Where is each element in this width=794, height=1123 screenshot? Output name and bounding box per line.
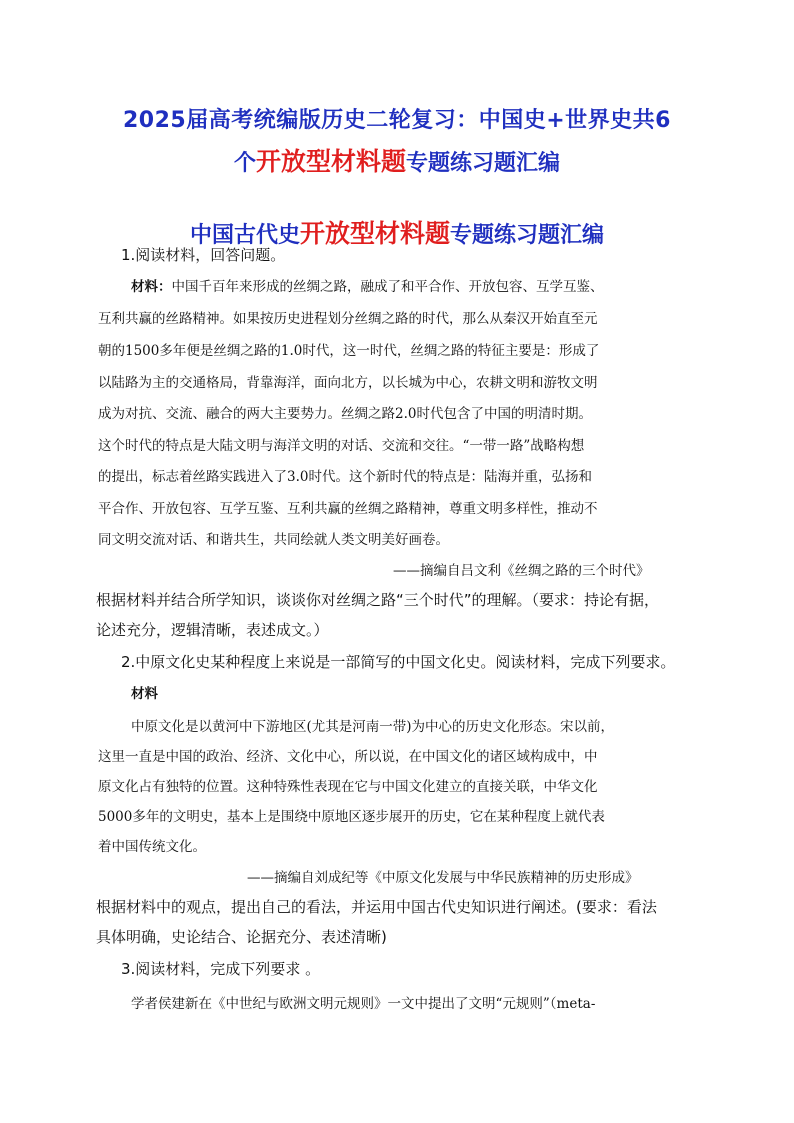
q1-material-line: 以陆路为主的交通格局，背靠海洋，面向北方，以长城为中心，农耕文明和游牧文明 — [98, 375, 598, 391]
q2-material-line: 这里一直是中国的政治、经济、文化中心，所以说，在中国文化的诸区域构成中，中 — [98, 749, 598, 765]
section-suffix: 专题练习题汇编 — [450, 223, 605, 248]
title-suffix: 专题练习题汇编 — [406, 151, 561, 176]
q1-material-line: 互利共赢的丝路精神。如果按历史进程划分丝绸之路的时代，那么从秦汉开始直至元 — [98, 311, 598, 327]
q1-material-line: 平合作、开放包容、互学互鉴、互利共赢的丝绸之路精神，尊重文明多样性，推动不 — [98, 501, 598, 517]
q2-material-label: 材料 — [131, 686, 158, 702]
q1-material-text: 中国千百年来形成的丝绸之路，融成了和平合作、开放包容、互学互鉴、 — [171, 279, 604, 295]
q2-intro: 2.中原文化史某种程度上来说是一部简写的中国文化史。阅读材料，完成下列要求。 — [121, 653, 676, 671]
q2-task: 根据材料中的观点，提出自己的看法，并运用中国古代史知识进行阐述。(要求：看法 — [96, 898, 657, 916]
q1-material-line: 朝的1500多年便是丝绸之路的1.0时代，这一时代，丝绸之路的特征主要是：形成了 — [98, 343, 600, 359]
q1-intro: 1.阅读材料，回答问题。 — [121, 246, 286, 264]
q1-material-line: 成为对抗、交流、融合的两大主要势力。丝绸之路2.0时代包含了中国的明清时期。 — [98, 406, 592, 422]
q1-material-line: 同文明交流对话、和谐共生，共同绘就人类文明美好画卷。 — [98, 532, 449, 548]
doc-title-line2 — [0, 142, 794, 178]
q2-source: ——摘编自刘成纪等《中原文化发展与中华民族精神的历史形成》 — [247, 870, 639, 886]
q1-task: 论述充分，逻辑清晰，表述成文。） — [96, 621, 329, 639]
q3-material-line: 学者侯建新在《中世纪与欧洲文明元规则》一文中提出了文明“元规则”（meta- — [131, 996, 596, 1012]
section-title — [0, 214, 794, 250]
q1-material-line — [131, 277, 604, 297]
section-prefix: 中国古代史 — [189, 223, 300, 248]
doc-title-line1: 2025届高考统编版历史二轮复习：中国史+世界史共6 — [123, 108, 671, 133]
q2-material-line: 原文化占有独特的位置。这种特殊性表现在它与中国文化建立的直接关联，中华文化 — [98, 779, 598, 795]
q2-material-line: 着中国传统文化。 — [98, 839, 206, 855]
q1-source: ——摘编自吕文利《丝绸之路的三个时代》 — [393, 563, 650, 579]
title-highlight: 开放型材料题 — [255, 147, 406, 176]
q2-task: 具体明确，史论结合、论据充分、表述清晰) — [96, 928, 387, 946]
title-prefix: 个 — [233, 151, 256, 176]
q1-material-line: 这个时代的特点是大陆文明与海洋文明的对话、交流和交往。“一带一路”战略构想 — [98, 438, 585, 454]
q1-task: 根据材料并结合所学知识，谈谈你对丝绸之路“三个时代”的理解。（要求：持论有据， — [96, 591, 660, 609]
section-highlight: 开放型材料题 — [299, 219, 450, 248]
q3-intro: 3.阅读材料，完成下列要求 。 — [121, 960, 321, 978]
q2-material-line: 5000多年的文明史，基本上是围绕中原地区逐步展开的历史，它在某种程度上就代表 — [98, 809, 605, 825]
q1-material-line: 的提出，标志着丝路实践进入了3.0时代。这个新时代的特点是：陆海并重，弘扬和 — [98, 469, 592, 485]
q2-material-line: 中原文化是以黄河中下游地区(尤其是河南一带)为中心的历史文化形态。宋以前， — [131, 719, 615, 735]
q1-material-label: 材料： — [131, 279, 172, 295]
